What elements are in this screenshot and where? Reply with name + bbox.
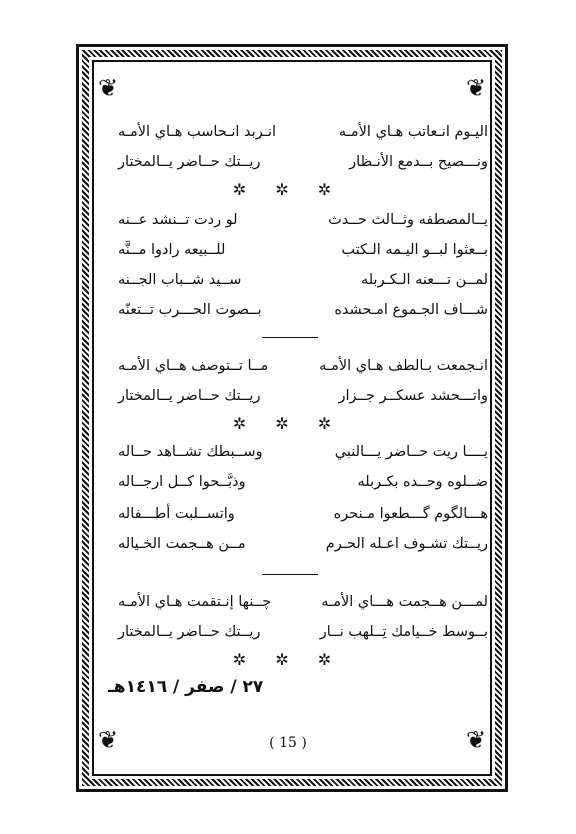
couplet-first-hemistich: بــوسط خــيامك تِــلهب نــار [319, 624, 488, 640]
couplet-second-hemistich: ســيد شــباب الجــنه [118, 272, 242, 288]
couplet-second-hemistich: وســبطك تشــاهد حــاله [118, 444, 263, 460]
couplet-first-hemistich: بــعثوا لبــو اليـمه الـكتب [341, 242, 488, 258]
couplet-first-hemistich: شـــاف الجـموع امـحشده [334, 302, 488, 318]
couplet-first-hemistich: انـجمعت بـالطف هـاي الأمـه [319, 358, 488, 374]
couplet-first-hemistich: ريــتك تشـوف اعـله الحـرم [325, 536, 488, 552]
couplet-first-hemistich: واتـــحشد عسكــر جــزار [338, 388, 488, 404]
couplet-first-hemistich: ضــلوه وحــده بكـربله [357, 474, 488, 490]
couplet-first-hemistich: هـــالگوم گـــطعوا مـنحره [333, 506, 488, 522]
star-ornament: ✲ ✲ ✲ [232, 180, 344, 199]
couplet-second-hemistich: لو ردت تــنشد عــنه [118, 212, 238, 228]
couplet-first-hemistich: اليـوم انـعاتب هـاي الأمـه [338, 124, 488, 140]
poem-couplet [118, 388, 488, 404]
poem-couplet [118, 474, 488, 490]
couplet-first-hemistich: يــالمصطفه وثــالث حــدث [328, 212, 488, 228]
poem-couplet [118, 358, 488, 374]
poem-couplet [118, 506, 488, 522]
section-divider [262, 574, 318, 575]
poem-couplet [118, 272, 488, 288]
poem-couplet [118, 242, 488, 258]
poem-couplet [118, 302, 488, 318]
couplet-first-hemistich: لمـــن هــجمت هـــاي الأمـه [321, 594, 488, 610]
poem-couplet [118, 624, 488, 640]
corner-ornament-icon: ❦ [94, 74, 122, 102]
couplet-second-hemistich: مــن هــجمت الخـياله [118, 536, 246, 552]
corner-ornament-icon: ❦ [462, 74, 490, 102]
star-ornament: ✲ ✲ ✲ [232, 414, 344, 433]
poem-couplet [118, 444, 488, 460]
couplet-second-hemistich: ريــتك حــاضر يــالمختار [118, 388, 261, 404]
couplet-second-hemistich: للــبيعه رادوا مــنَّه [118, 242, 226, 258]
poem-date: ٢٧ / صفر / ١٤١٦هـ [108, 677, 264, 697]
couplet-first-hemistich: لمــن تـــعنه الـكـربله [360, 272, 488, 288]
poem-couplet [118, 124, 488, 140]
couplet-second-hemistich: مــا تــتوصف هــاي الأمـه [118, 358, 269, 374]
star-ornament: ✲ ✲ ✲ [232, 650, 344, 669]
poem-couplet [118, 536, 488, 552]
corner-ornament-icon: ❦ [94, 726, 122, 754]
corner-ornament-icon: ❦ [462, 726, 490, 754]
couplet-first-hemistich: يــــا ريت حــاضر يـــالنبي [334, 444, 488, 460]
couplet-second-hemistich: چــنها إنـتقمت هـاي الأمـه [118, 594, 272, 610]
poem-couplet [118, 154, 488, 170]
poem-couplet [118, 594, 488, 610]
couplet-second-hemistich: ريــتك حــاضر يــالمختار [118, 154, 261, 170]
page-number: ( 15 ) [269, 735, 307, 751]
couplet-first-hemistich: ونـــصيح بــدمع الأنـظار [349, 154, 488, 170]
couplet-second-hemistich: انـربد انـحاسب هـاي الأمـه [118, 124, 277, 140]
poem-couplet [118, 212, 488, 228]
couplet-second-hemistich: وذبَّــحوا كــل ارجــاله [118, 474, 246, 490]
section-divider [262, 337, 318, 338]
couplet-second-hemistich: ريــتك حــاضر يــالمختار [118, 624, 261, 640]
couplet-second-hemistich: بــصوت الحـــرب تــتعنّه [118, 302, 262, 318]
couplet-second-hemistich: واتســلبت أطـــفاله [118, 506, 235, 522]
